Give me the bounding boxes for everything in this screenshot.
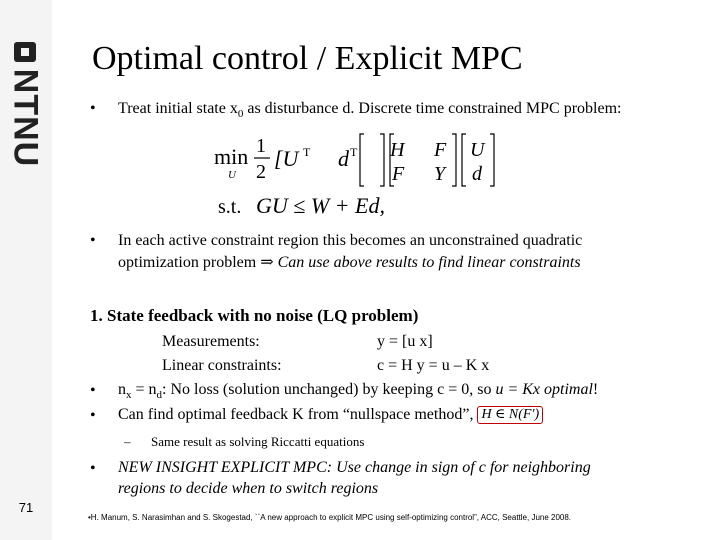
bullet-marker: • <box>90 100 96 117</box>
bullet-2-line-2: optimization problem ⇒ Can use above results to find linear constraints <box>118 254 581 271</box>
col-vector-entry: U <box>470 139 485 161</box>
bullet-marker: • <box>90 382 96 399</box>
ntnu-logo-text: NTNU <box>6 68 45 168</box>
bullet-marker: • <box>90 460 96 477</box>
col-vector-entry: d <box>472 163 482 185</box>
constraint-expression: GU ≤ W + Ed, <box>256 193 385 218</box>
bullet-3-text: $n_x = n_d$: No loss (solution unchanged) by keeping c = 0, so u = Kx optimal! <box>118 381 599 402</box>
footnote: •H. Manum, S. Narasimhan and S. Skogestad, ``A new approach to explicit MPC using self-optimizing control”, ACC, Seattle, June 2008. <box>88 513 572 522</box>
bullet-2-line-1: In each active constraint region this becomes an unconstrained quadratic <box>118 232 583 249</box>
bullet-1-text: Treat initial state $x_0$ as disturbance d. Discrete time constrained MPC problem: <box>118 100 622 121</box>
linear-constraints-value: c = H y = u – K x <box>377 357 490 374</box>
section-heading: 1. State feedback with no noise (LQ problem) <box>90 306 419 325</box>
row-vector-d-sup: T <box>350 145 358 159</box>
frac-denominator: 2 <box>256 161 266 183</box>
row-vector-u: [U <box>274 146 299 171</box>
matrix-entry: F <box>434 139 447 161</box>
sub-bullet-dash: – <box>124 434 131 449</box>
linear-constraints-label: Linear constraints: <box>162 357 282 374</box>
page-number: 71 <box>18 500 34 515</box>
bullet-5-line-1: NEW INSIGHT EXPLICIT MPC: Use change in sign of c for neighboring <box>118 459 591 476</box>
subject-to-label: s.t. <box>218 196 242 218</box>
matrix-entry: Y <box>434 163 446 185</box>
matrix-entry: F <box>392 163 405 185</box>
sidebar <box>0 0 52 540</box>
bullet-marker: • <box>90 232 96 249</box>
matrix-entry: H <box>390 139 405 161</box>
measurements-value: y = [u x] <box>377 333 433 350</box>
min-subscript: U <box>228 169 236 181</box>
frac-numerator: 1 <box>256 135 266 157</box>
nullspace-formula: H ∈ N(F′) <box>477 406 543 424</box>
min-operator: min <box>214 144 249 169</box>
bullet-marker: • <box>90 407 96 424</box>
bullet-5-line-2: regions to decide when to switch regions <box>118 480 379 497</box>
ntnu-logo-icon <box>14 42 36 62</box>
slide-title: Optimal control / Explicit MPC <box>92 40 523 77</box>
row-vector-d: d <box>338 146 349 171</box>
measurements-label: Measurements: <box>162 333 260 350</box>
bullet-4-text: Can find optimal feedback K from “nullspace method”, H ∈ N(F′) <box>118 406 543 424</box>
sub-bullet-text: Same result as solving Riccatti equations <box>151 434 365 449</box>
row-vector-u-sup: T <box>303 145 311 159</box>
mpc-equation <box>214 128 514 220</box>
